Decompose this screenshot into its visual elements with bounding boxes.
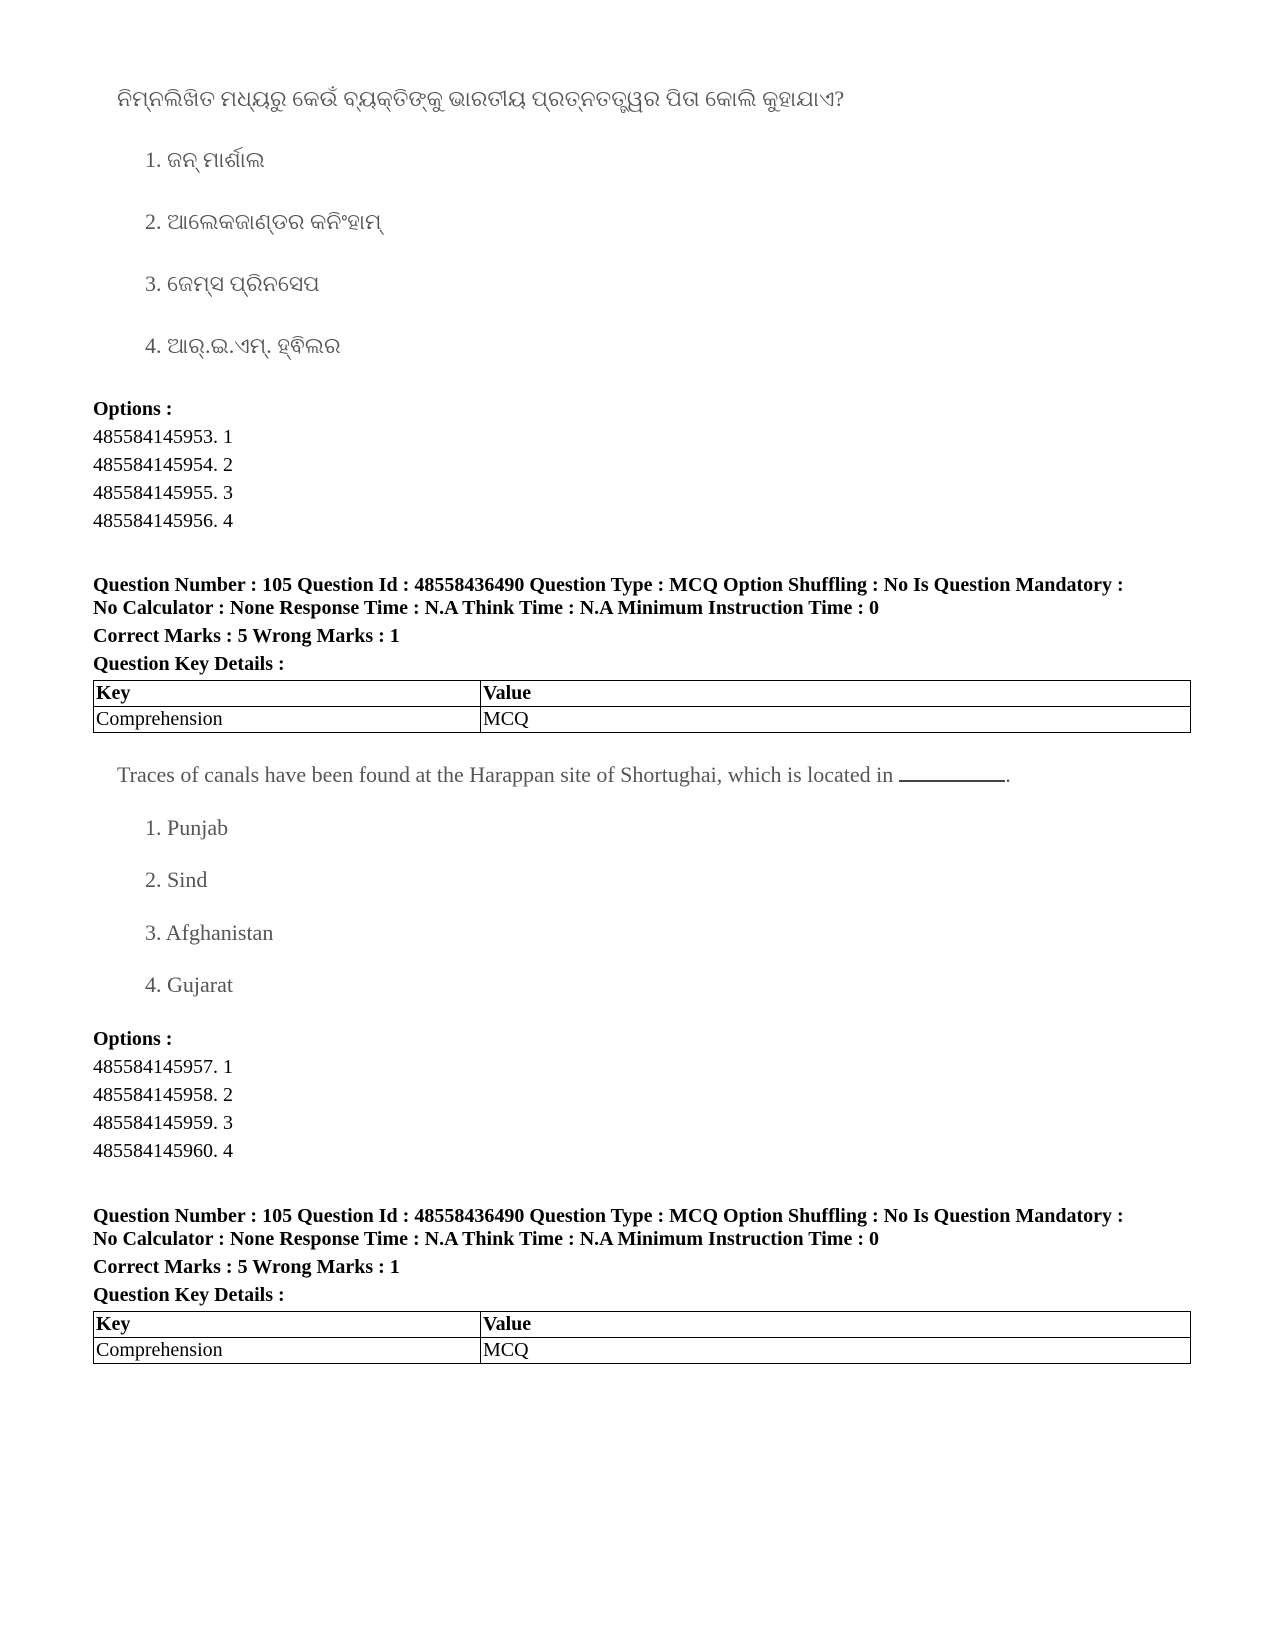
- options-label: Options :: [93, 1028, 173, 1050]
- question-stem-text: Traces of canals have been found at the Harappan site of Shortughai, which is located in: [117, 762, 894, 787]
- table-cell-value: MCQ: [481, 707, 1191, 733]
- question-stem-end: .: [1005, 762, 1011, 787]
- question-key-table: [93, 680, 1191, 733]
- table-row: [94, 1338, 1191, 1364]
- option-id: 485584145959. 3: [93, 1112, 233, 1134]
- question-image-option: 2. Sind: [145, 867, 208, 892]
- question-key-details-label: Question Key Details :: [93, 653, 285, 675]
- table-header-row: [94, 1312, 1191, 1338]
- option-id: 485584145953. 1: [93, 426, 233, 448]
- option-id: 485584145956. 4: [93, 510, 233, 532]
- question-marks: Correct Marks : 5 Wrong Marks : 1: [93, 1256, 400, 1278]
- question-image-option: 4. ଆର୍.ଇ.ଏମ୍. ହ୍ଵିଲର: [145, 333, 341, 358]
- table-row: [94, 707, 1191, 733]
- table-cell-key: Comprehension: [94, 1338, 481, 1364]
- question-header-line1: Question Number : 105 Question Id : 48558436490 Question Type : MCQ Option Shuffling : No Is Question Mandatory :: [93, 574, 1124, 596]
- option-id: 485584145954. 2: [93, 454, 233, 476]
- options-label: Options :: [93, 398, 173, 420]
- option-id: 485584145958. 2: [93, 1084, 233, 1106]
- table-cell-value: MCQ: [481, 1338, 1191, 1364]
- question-stem: [117, 762, 1011, 788]
- table-header-row: [94, 681, 1191, 707]
- question-marks: Correct Marks : 5 Wrong Marks : 1: [93, 625, 400, 647]
- table-header-value: Value: [481, 1312, 1191, 1338]
- question-stem: ନିମ୍ନଲିଖିତ ମଧ୍ୟରୁ କେଉଁ ବ୍ୟକ୍ତିଙ୍କୁ ଭାରତୀୟ ପ୍ରତ୍ନତତ୍ତ୍ୱର ପିତା କୋଲି କୁହାଯାଏ?: [117, 86, 845, 111]
- answer-blank: [899, 762, 1005, 782]
- question-image-option: 4. Gujarat: [145, 972, 233, 997]
- question-header-line1: Question Number : 105 Question Id : 48558436490 Question Type : MCQ Option Shuffling : No Is Question Mandatory :: [93, 1205, 1124, 1227]
- table-header-key: Key: [94, 681, 481, 707]
- question-image-option: 3. Afghanistan: [145, 920, 274, 945]
- table-header-value: Value: [481, 681, 1191, 707]
- option-id: 485584145955. 3: [93, 482, 233, 504]
- table-header-key: Key: [94, 1312, 481, 1338]
- question-image-option: 1. Punjab: [145, 815, 229, 840]
- option-id: 485584145960. 4: [93, 1140, 233, 1162]
- question-key-details-label: Question Key Details :: [93, 1284, 285, 1306]
- question-image-option: 3. ଜେମ୍ସ ପ୍ରିନସେପ: [145, 271, 320, 296]
- question-image-option: 1. ଜନ୍ ମାର୍ଶାଲ: [145, 147, 265, 172]
- question-header-line2: No Calculator : None Response Time : N.A Think Time : N.A Minimum Instruction Time : 0: [93, 1228, 879, 1250]
- option-id: 485584145957. 1: [93, 1056, 233, 1078]
- question-header-line2: No Calculator : None Response Time : N.A Think Time : N.A Minimum Instruction Time : 0: [93, 597, 879, 619]
- question-image-option: 2. ଆଲେକଜାଣ୍ଡର କନିଂହାମ୍: [145, 209, 382, 234]
- table-cell-key: Comprehension: [94, 707, 481, 733]
- question-key-table: [93, 1311, 1191, 1364]
